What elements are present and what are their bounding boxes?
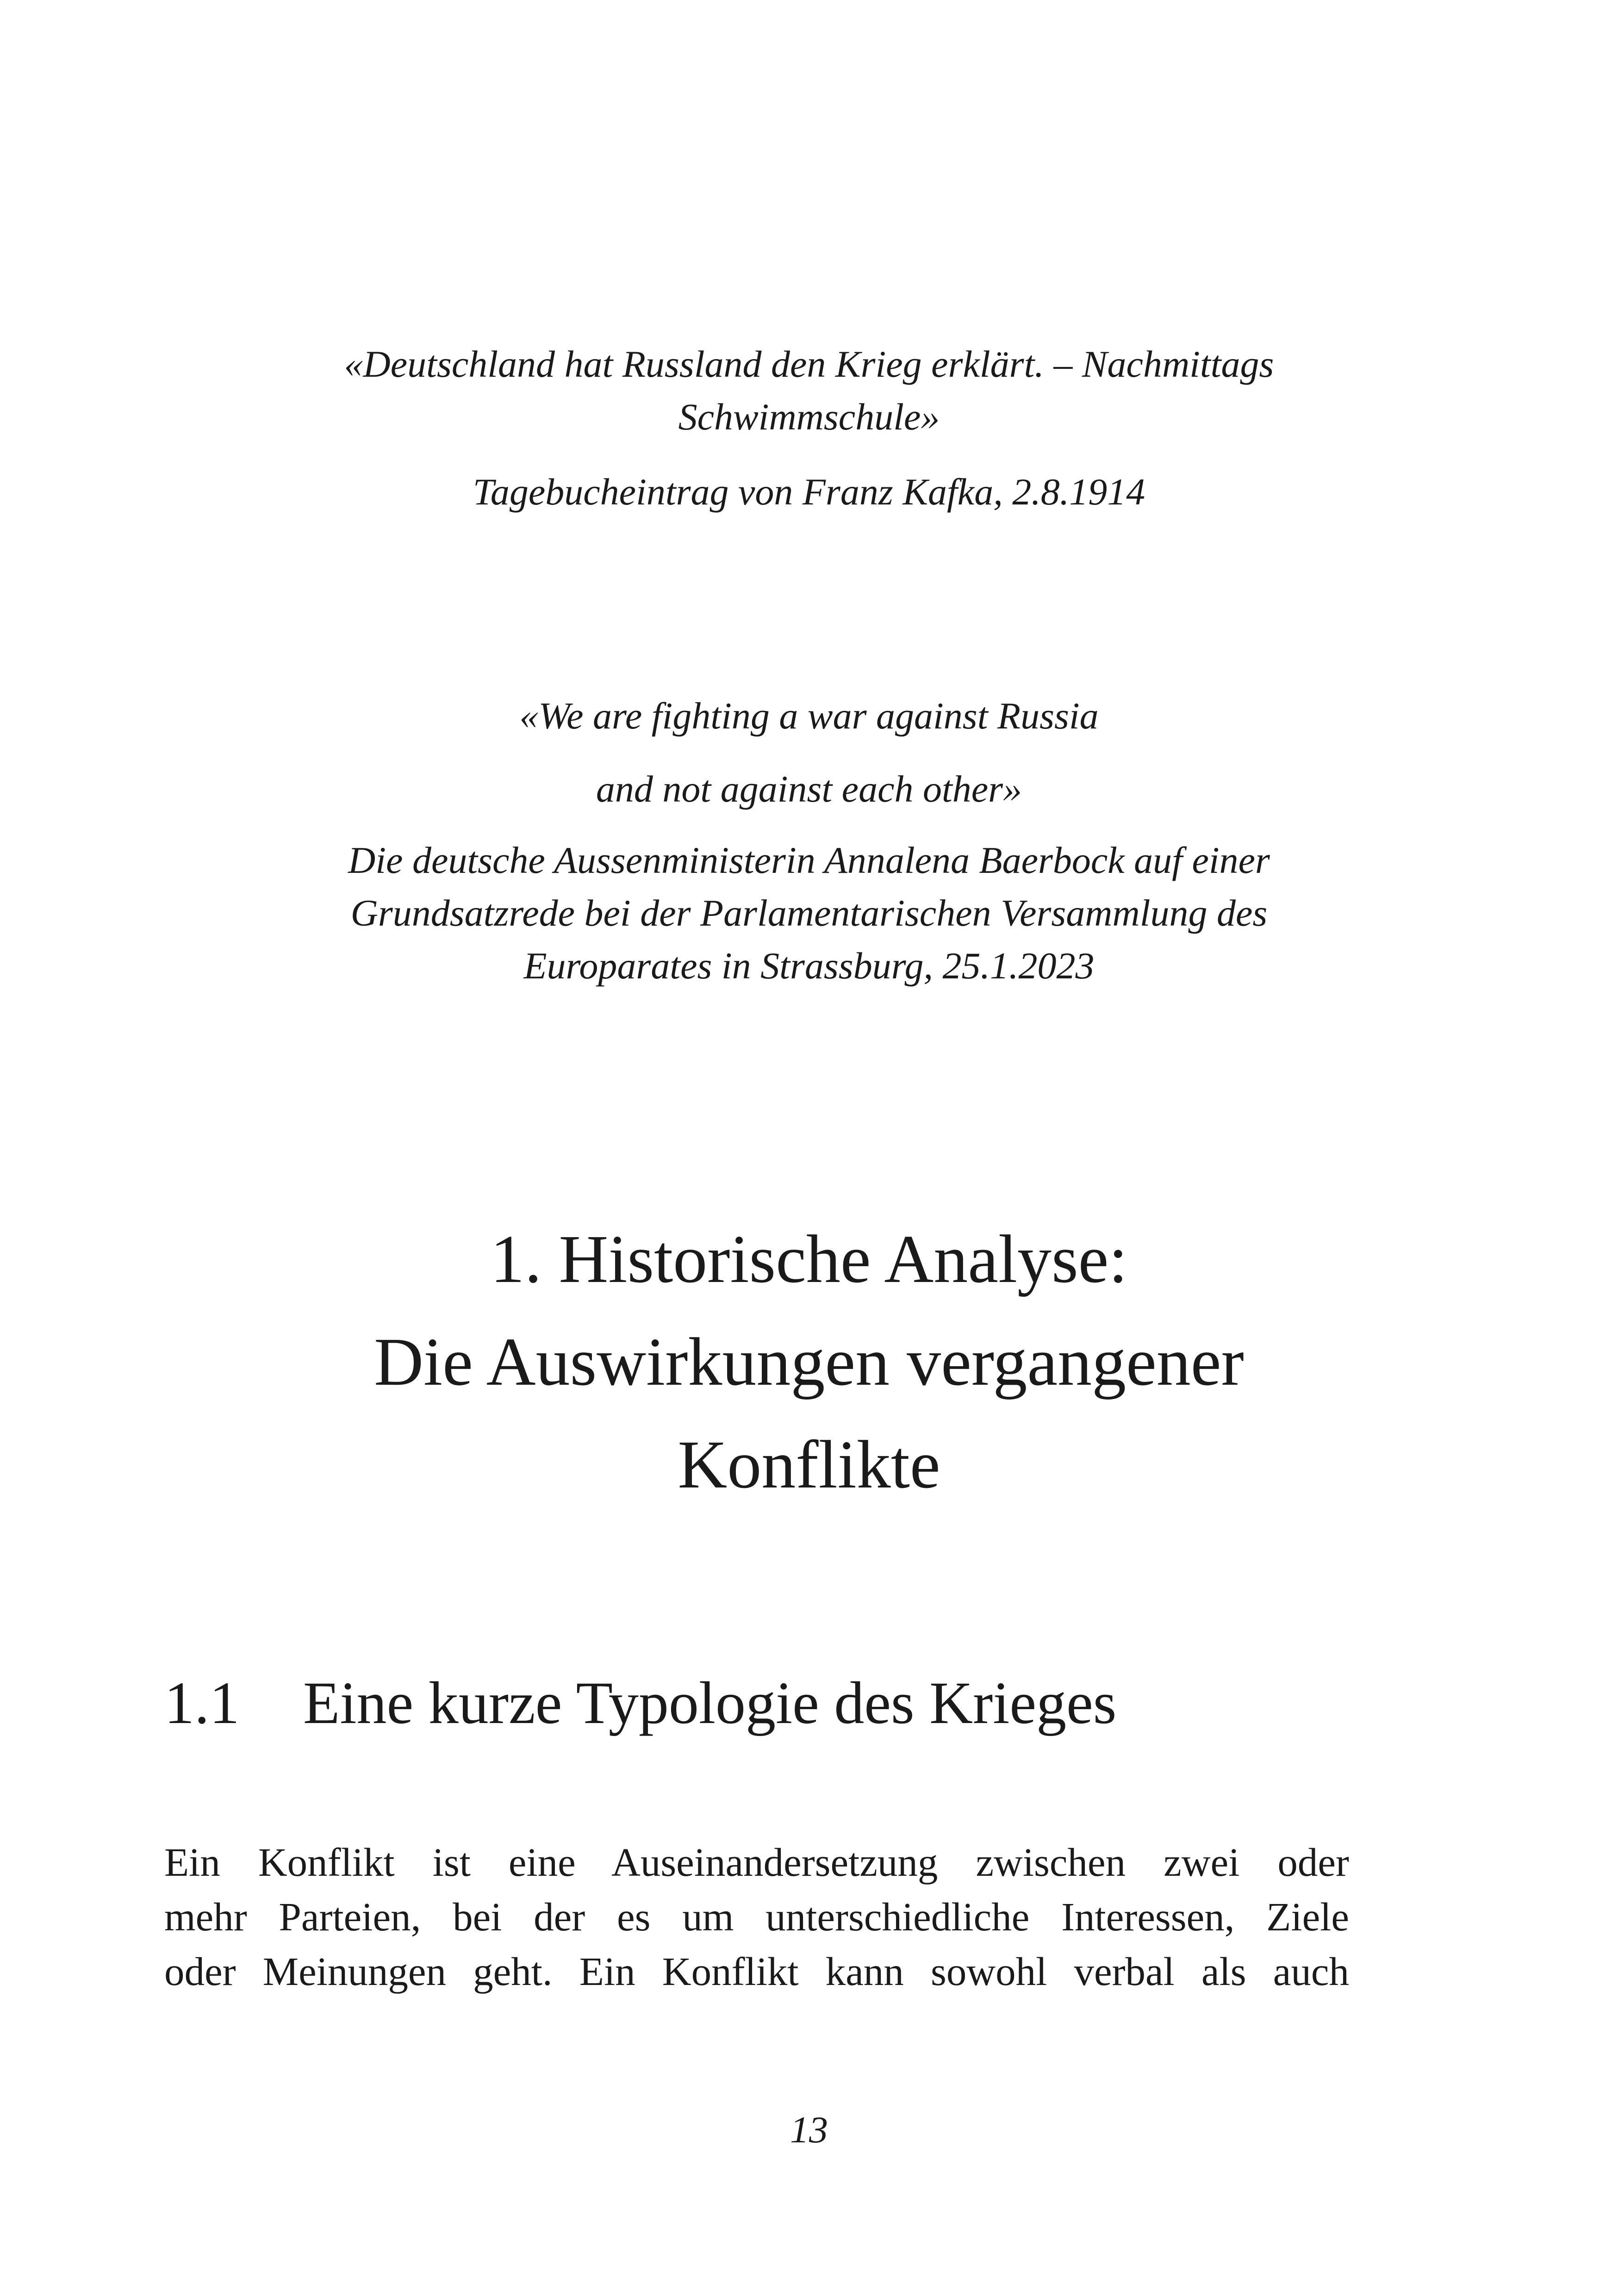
epigraph-baerbock <box>0 690 1618 992</box>
body-line: oder Meinungen geht. Ein Konflikt kann sowohl verbal als auch <box>164 1949 1349 1994</box>
chapter-title-line: Konflikte <box>678 1427 940 1503</box>
chapter-title <box>0 1208 1618 1516</box>
epigraph-attribution-line: Die deutsche Aussenministerin Annalena Baerbock auf einer <box>348 839 1270 881</box>
epigraph-quote-line: «Deutschland hat Russland den Krieg erklärt. – Nachmittags <box>344 343 1274 385</box>
section-heading <box>164 1666 1506 1740</box>
epigraph-quote-line: «We are fighting a war against Russia <box>519 695 1099 737</box>
epigraph-quote-line: and not against each other» <box>596 768 1022 810</box>
epigraph-attribution-line: Europarates in Strassburg, 25.1.2023 <box>523 945 1095 987</box>
epigraph-attribution: Tagebucheintrag von Franz Kafka, 2.8.1914 <box>473 471 1145 513</box>
body-paragraph <box>164 1835 1349 1999</box>
epigraph-quote-line: Schwimmschule» <box>678 396 940 438</box>
body-line: mehr Parteien, bei der es um unterschiedliche Interessen, Ziele <box>164 1894 1349 1939</box>
body-line: Ein Konflikt ist eine Auseinandersetzung zwischen zwei oder <box>164 1840 1349 1885</box>
epigraph-kafka <box>0 338 1618 518</box>
epigraph-attribution-line: Grundsatzrede bei der Parlamentarischen Versammlung des <box>350 892 1268 934</box>
chapter-title-line: Die Auswirkungen vergangener <box>374 1324 1244 1400</box>
page-number: 13 <box>790 2109 828 2151</box>
chapter-title-line: 1. Historische Analyse: <box>490 1221 1128 1297</box>
section-number: 1.1 <box>164 1670 240 1736</box>
section-title: Eine kurze Typologie des Krieges <box>303 1670 1117 1736</box>
